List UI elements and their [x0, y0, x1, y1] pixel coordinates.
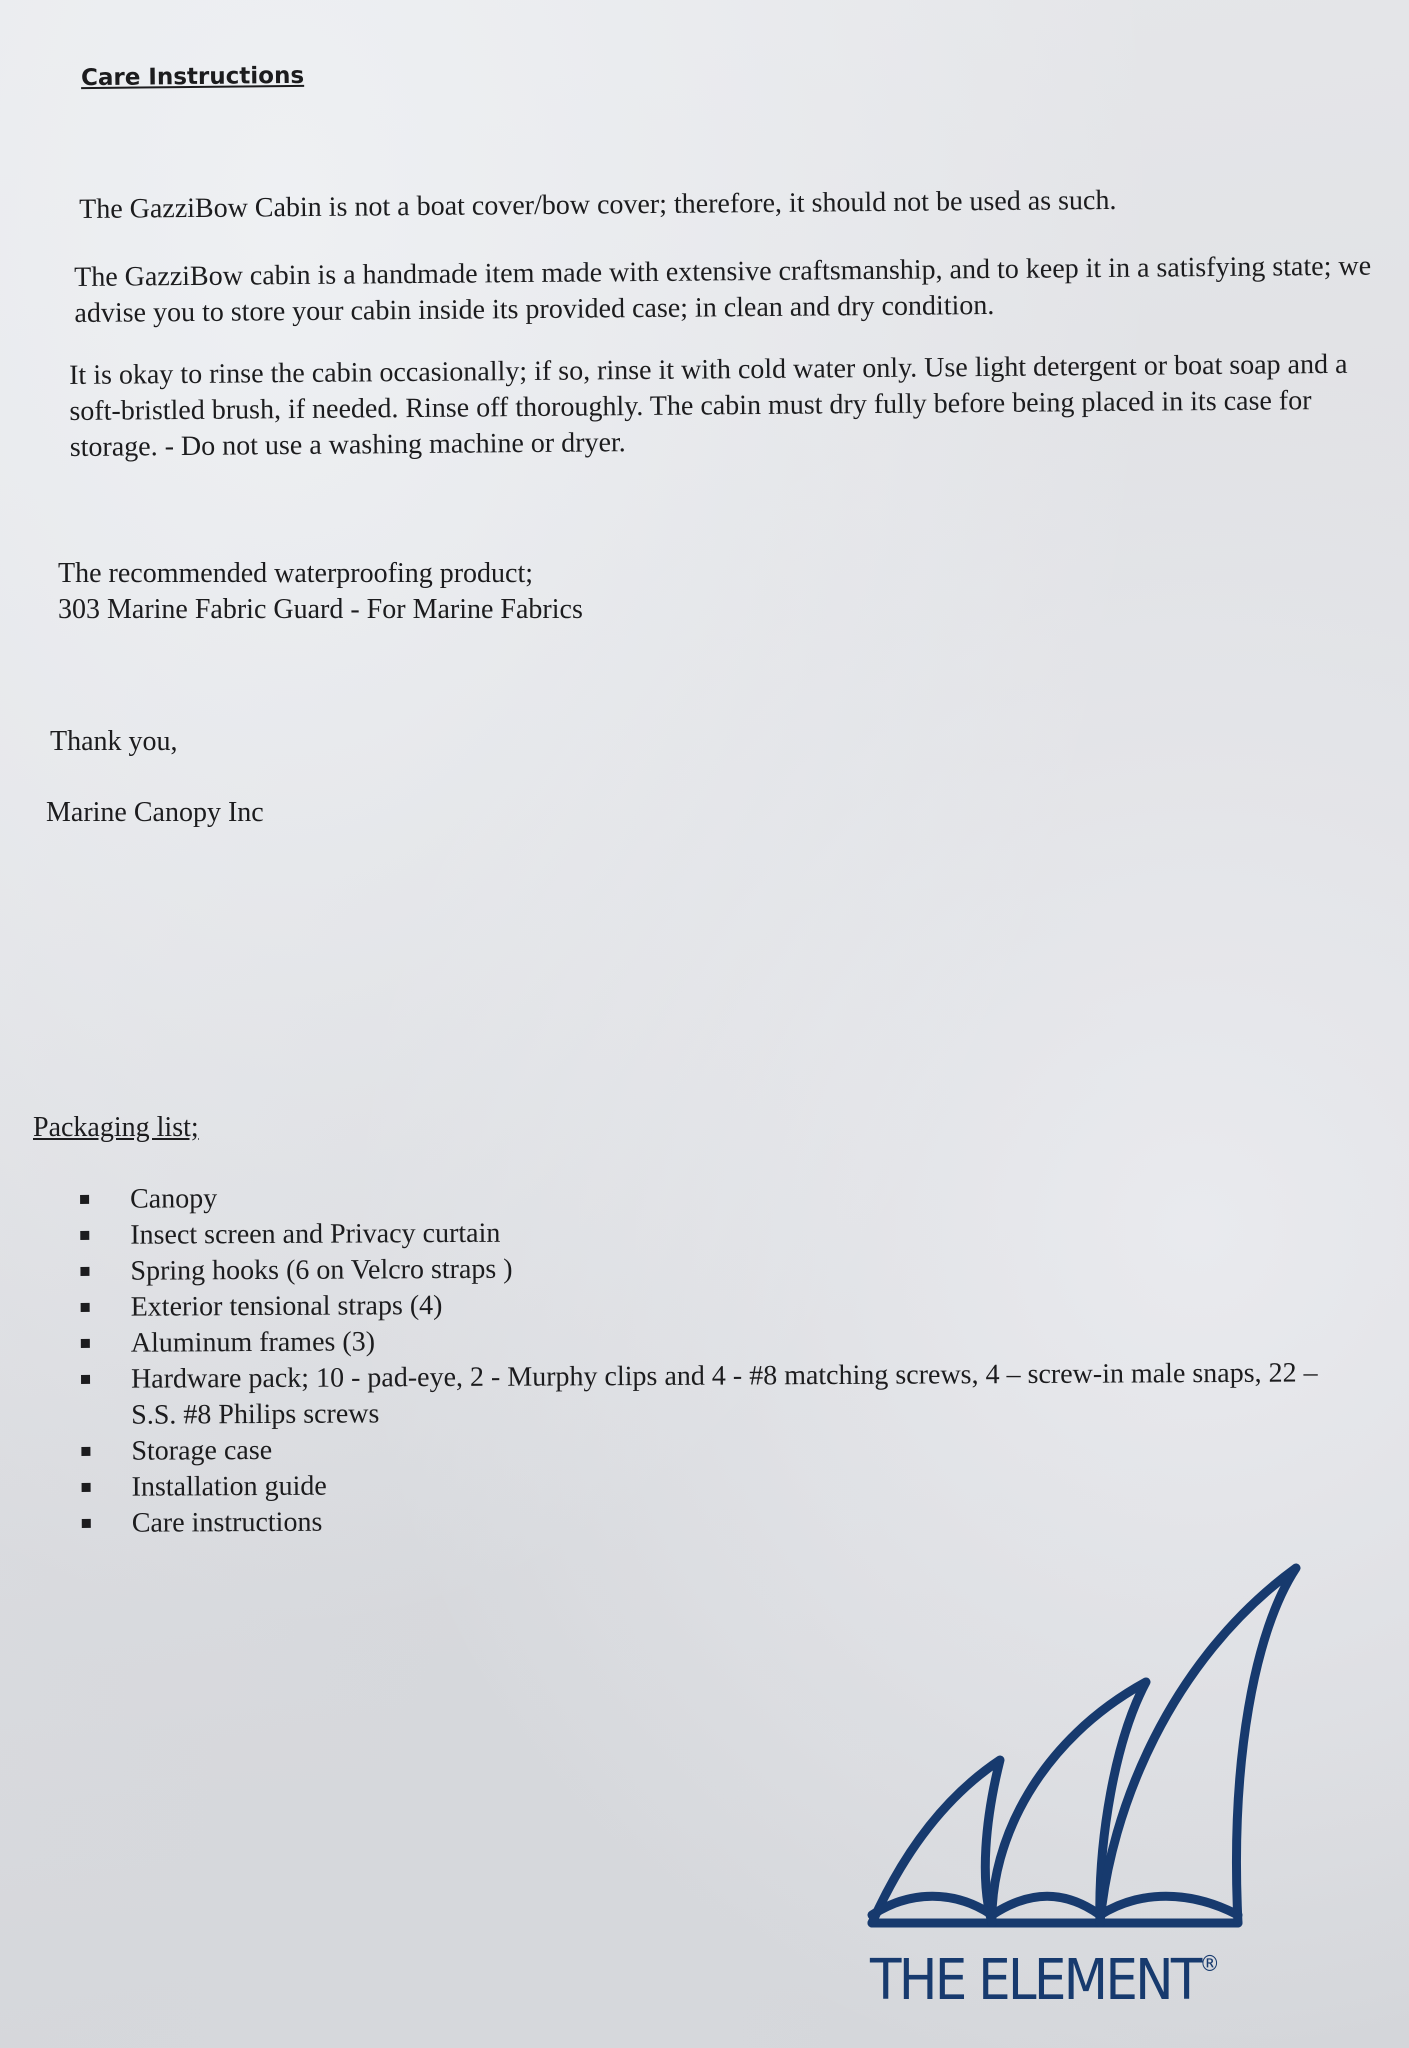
- bullet-icon: [81, 1339, 90, 1348]
- list-item: Aluminum frames (3): [71, 1319, 1361, 1362]
- waterproofing-recommendation: [58, 556, 958, 628]
- waterproofing-line-2: 303 Marine Fabric Guard - For Marine Fabrics: [58, 594, 583, 625]
- list-item: Storage case: [71, 1427, 1361, 1470]
- bullet-icon: [82, 1519, 91, 1528]
- bullet-icon: [81, 1375, 90, 1384]
- bullet-icon: [80, 1195, 89, 1204]
- list-item: Care instructions: [72, 1499, 1362, 1542]
- list-item: Hardware pack; 10 - pad-eye, 2 - Murphy clips and 4 - #8 matching screws, 4 – screw-in male snaps, 22 – S.S. #8 Philips screws: [71, 1355, 1361, 1434]
- care-instructions-heading: Care Instructions: [80, 62, 305, 92]
- company-signoff: Marine Canopy Inc: [46, 797, 264, 828]
- list-item: Insect screen and Privacy curtain: [70, 1211, 1360, 1254]
- thank-you-line: Thank you,: [50, 726, 178, 757]
- paragraph-storage-advice: The GazziBow cabin is a handmade item made with extensive craftsmanship, and to keep it in a satisfying state; we advise you to store your cabin inside its provided case; in clean and dry condition.: [74, 250, 1372, 329]
- list-item: Canopy: [70, 1175, 1360, 1218]
- registered-mark: ®: [1199, 1952, 1220, 1977]
- bullet-icon: [80, 1267, 89, 1276]
- bullet-icon: [82, 1483, 91, 1492]
- list-item: Spring hooks (6 on Velcro straps ): [70, 1247, 1360, 1290]
- waterproofing-line-1: The recommended waterproofing product;: [58, 558, 534, 589]
- brand-name: THE ELEMENT®: [870, 1948, 1220, 2013]
- paragraph-rinse-instructions: It is okay to rinse the cabin occasionally; if so, rinse it with cold water only. Use light detergent or boat soap and a soft-bristled brush, if needed. Rinse off thoroughly. The cabin must dry fully before being placed in its case for storage. - Do not use a washing machine or dryer.: [69, 348, 1348, 463]
- paragraph-not-a-cover: The GazziBow Cabin is not a boat cover/bow cover; therefore, it should not be used as such.: [79, 184, 1117, 225]
- packaging-list-title: Packaging list;: [33, 1112, 199, 1143]
- list-item: Exterior tensional straps (4): [71, 1283, 1361, 1326]
- bullet-icon: [80, 1231, 89, 1240]
- sails-icon: [860, 1560, 1320, 1940]
- list-item: Installation guide: [72, 1463, 1362, 1506]
- bullet-icon: [81, 1303, 90, 1312]
- packaging-list: [70, 1175, 1362, 1542]
- bullet-icon: [81, 1447, 90, 1456]
